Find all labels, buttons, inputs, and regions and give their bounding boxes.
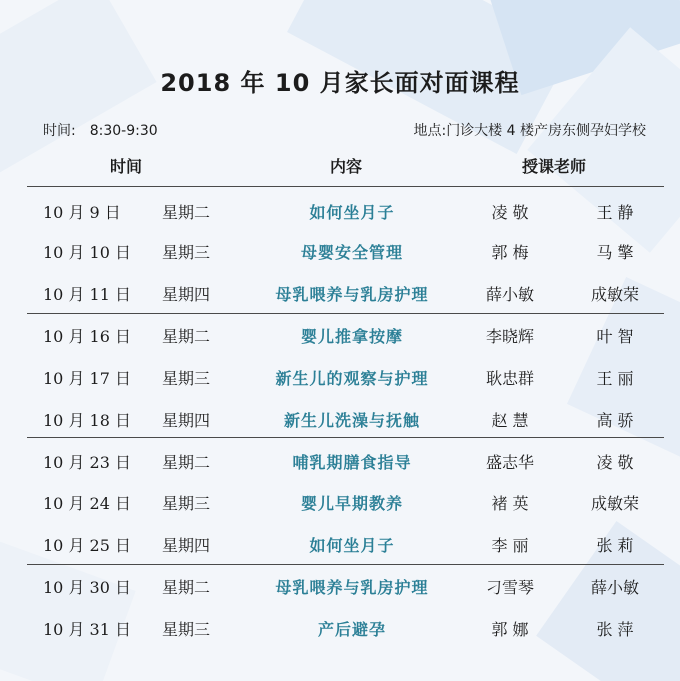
- table-row: [0, 450, 680, 474]
- location-value: 门诊大楼 4 楼产房东侧孕妇学校: [446, 123, 646, 139]
- topic-cell: 新生儿的观察与护理: [275, 369, 429, 388]
- teacher-cell: 成敏荣: [590, 494, 640, 513]
- teacher-cell: 张 莉: [596, 536, 634, 555]
- weekday-cell: 星期二: [162, 578, 211, 597]
- date-cell: 10 月 16 日: [43, 327, 131, 346]
- teacher-cell: 褚 英: [491, 494, 529, 513]
- teacher-cell: 李晓辉: [485, 327, 535, 346]
- teacher-cell: 耿忠群: [485, 369, 535, 388]
- header-teacher: 授课老师: [522, 157, 587, 176]
- teacher-cell: 李 丽: [491, 536, 529, 555]
- table-row: [0, 366, 680, 390]
- teacher-cell: 凌 敬: [491, 203, 529, 222]
- teacher-cell: 薛小敏: [485, 285, 535, 304]
- teacher-cell: 叶 智: [596, 327, 634, 346]
- teacher-cell: 高 骄: [596, 411, 634, 430]
- time-info: [43, 120, 158, 140]
- teacher-cell: 赵 慧: [491, 411, 529, 430]
- date-cell: 10 月 24 日: [43, 494, 131, 513]
- table-row: [0, 408, 680, 432]
- table-row: [0, 617, 680, 641]
- weekday-cell: 星期二: [162, 203, 211, 222]
- date-cell: 10 月 9 日: [43, 203, 121, 222]
- weekday-cell: 星期三: [162, 494, 211, 513]
- date-cell: 10 月 23 日: [43, 453, 131, 472]
- weekday-cell: 星期三: [162, 620, 211, 639]
- time-label: 时间:: [43, 123, 76, 139]
- location-info: [413, 120, 646, 140]
- topic-cell: 母乳喂养与乳房护理: [275, 578, 429, 597]
- teacher-cell: 王 丽: [596, 369, 634, 388]
- table-row: [0, 575, 680, 599]
- topic-cell: 如何坐月子: [309, 203, 395, 222]
- teacher-cell: 王 静: [596, 203, 634, 222]
- table-row: [0, 324, 680, 348]
- time-value: 8:30-9:30: [89, 123, 158, 139]
- teacher-cell: 郭 娜: [491, 620, 529, 639]
- teacher-cell: 马 擎: [596, 243, 634, 262]
- weekday-cell: 星期三: [162, 243, 211, 262]
- topic-cell: 如何坐月子: [309, 536, 395, 555]
- table-row: [0, 240, 680, 264]
- topic-cell: 新生儿洗澡与抚触: [283, 411, 421, 430]
- date-cell: 10 月 11 日: [43, 285, 131, 304]
- weekday-cell: 星期四: [162, 411, 211, 430]
- topic-cell: 婴儿推拿按摩: [300, 327, 404, 346]
- topic-cell: 母婴安全管理: [300, 243, 404, 262]
- location-label: 地点:: [413, 123, 447, 139]
- table-row: [0, 533, 680, 557]
- week-divider: [27, 437, 664, 438]
- date-cell: 10 月 30 日: [43, 578, 131, 597]
- teacher-cell: 张 萍: [596, 620, 634, 639]
- topic-cell: 母乳喂养与乳房护理: [275, 285, 429, 304]
- teacher-cell: 凌 敬: [596, 453, 634, 472]
- teacher-cell: 郭 梅: [491, 243, 529, 262]
- page-title: 2018 年 10 月家长面对面课程: [160, 69, 520, 97]
- topic-cell: 婴儿早期教养: [300, 494, 404, 513]
- teacher-cell: 薛小敏: [590, 578, 640, 597]
- date-cell: 10 月 25 日: [43, 536, 131, 555]
- week-divider: [27, 564, 664, 565]
- date-cell: 10 月 10 日: [43, 243, 131, 262]
- teacher-cell: 刁雪琴: [485, 578, 535, 597]
- weekday-cell: 星期三: [162, 369, 211, 388]
- header-time: 时间: [110, 157, 143, 176]
- topic-cell: 产后避孕: [317, 620, 387, 639]
- date-cell: 10 月 31 日: [43, 620, 131, 639]
- weekday-cell: 星期四: [162, 536, 211, 555]
- table-row: [0, 200, 680, 224]
- table-row: [0, 282, 680, 306]
- teacher-cell: 盛志华: [485, 453, 535, 472]
- date-cell: 10 月 17 日: [43, 369, 131, 388]
- header-content: 内容: [330, 157, 363, 176]
- topic-cell: 哺乳期膳食指导: [292, 453, 412, 472]
- table-row: [0, 491, 680, 515]
- teacher-cell: 成敏荣: [590, 285, 640, 304]
- weekday-cell: 星期二: [162, 327, 211, 346]
- weekday-cell: 星期二: [162, 453, 211, 472]
- date-cell: 10 月 18 日: [43, 411, 131, 430]
- week-divider: [27, 313, 664, 314]
- table-rule: [27, 186, 664, 187]
- weekday-cell: 星期四: [162, 285, 211, 304]
